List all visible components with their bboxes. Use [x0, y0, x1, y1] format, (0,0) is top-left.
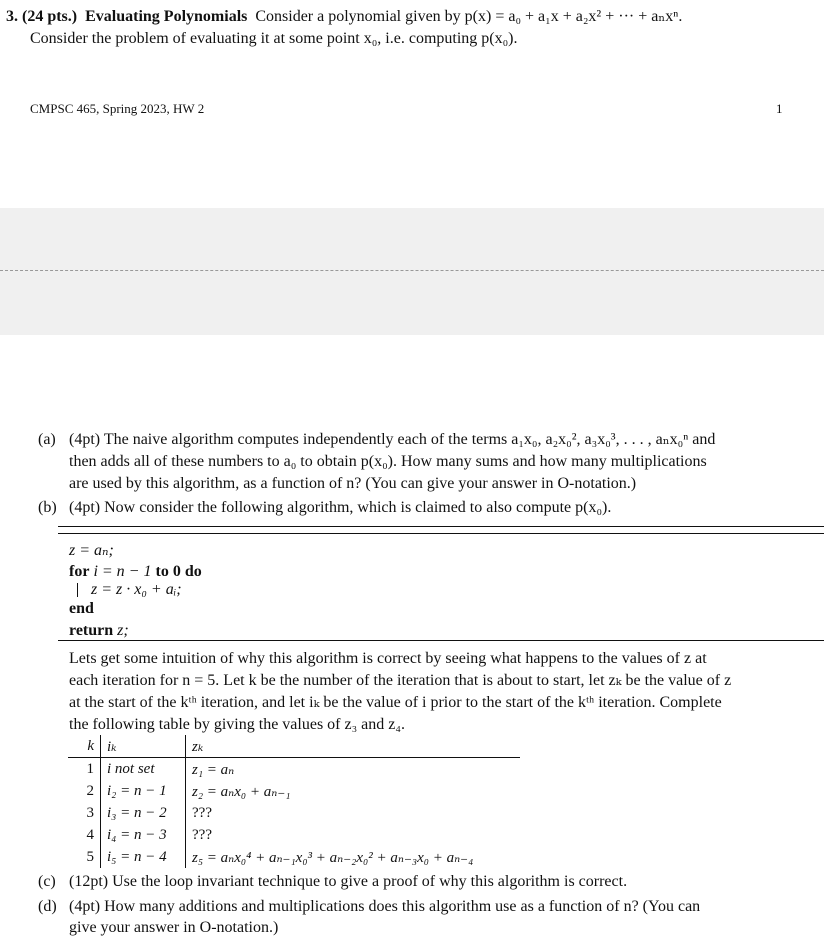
table-cell-ik: i₄ = n − 3: [101, 824, 186, 846]
algo-indent-bar: [77, 583, 78, 597]
intuition-line1: Lets get some intuition of why this algorithm is correct by seeing what happens to the values of z at: [69, 650, 707, 667]
part-c-label: (c): [38, 873, 56, 890]
table-row: [68, 802, 520, 824]
table-cell-ik: i not set: [101, 758, 186, 781]
algo-for-keyword: for: [69, 563, 90, 580]
algo-rule-top1: [58, 526, 824, 527]
table-header-ik: iₖ: [101, 735, 186, 758]
problem-number: 3.: [6, 8, 18, 25]
table-row: [68, 846, 520, 868]
table-header-k: k: [68, 735, 101, 758]
table-header-row: [68, 735, 520, 758]
table-header-zk: zₖ: [186, 735, 521, 758]
table-cell-zk: z₂ = aₙx₀ + aₙ₋₁: [192, 783, 291, 800]
algo-rule-top2: [58, 533, 824, 534]
course-header: CMPSC 465, Spring 2023, HW 2: [30, 101, 205, 116]
intuition-line2: each iteration for n = 5. Let k be the number of the iteration that is about to start, let zₖ be the value of z: [69, 672, 732, 689]
problem-title: Evaluating Polynomials: [85, 8, 248, 25]
table-cell-zk: z₅ = aₙx₀⁴ + aₙ₋₁x₀³ + aₙ₋₂x₀² + aₙ₋₃x₀ + aₙ₋₄: [192, 849, 474, 866]
table-cell-ik: i₂ = n − 1: [101, 780, 186, 802]
part-a-line1: (4pt) The naive algorithm computes independently each of the terms a₁x₀, a₂x₀², a₃x₀³, . . . , aₙx₀ⁿ and: [69, 431, 716, 448]
table-cell-zk: z₁ = aₙ: [192, 761, 235, 778]
part-a-line2: then adds all of these numbers to a₀ to obtain p(x₀). How many sums and how many multiplications: [69, 453, 707, 470]
table-cell-k: 5: [68, 846, 101, 868]
part-d-line2: give your answer in O-notation.): [69, 919, 279, 936]
intuition-line3: at the start of the kᵗʰ iteration, and let iₖ be the value of i prior to the start of the kᵗʰ iteration. Complete: [69, 694, 722, 711]
table-row: [68, 758, 520, 781]
part-a-label: (a): [38, 431, 56, 448]
problem-points: (24 pts.): [22, 8, 78, 25]
algo-line-body: z = z · x₀ + aᵢ;: [91, 581, 182, 598]
algo-for-range: i = n − 1: [89, 563, 156, 580]
intuition-line4: the following table by giving the values of z₃ and z₄.: [69, 716, 405, 733]
table-cell-k: 2: [68, 780, 101, 802]
problem-intro: Consider a polynomial given by p(x) = a₀ + a₁x + a₂x² + ··· + aₙxⁿ.: [255, 8, 683, 25]
table-row: [68, 780, 520, 802]
table-row: [68, 824, 520, 846]
algo-line-init: z = aₙ;: [69, 542, 114, 559]
algo-return-keyword: return: [69, 622, 114, 639]
page-number: 1: [776, 101, 783, 116]
algo-line-end: end: [69, 600, 94, 617]
part-b-label: (b): [38, 499, 57, 516]
algo-rule-bottom: [58, 640, 824, 641]
table-cell-k: 1: [68, 758, 101, 781]
table-cell-ik: i₃ = n − 2: [101, 802, 186, 824]
part-a-line3: are used by this algorithm, as a function of n? (You can give your answer in O-notation.): [69, 475, 637, 492]
iteration-table: [68, 735, 520, 868]
page-break-band: [0, 208, 824, 335]
part-d-label: (d): [38, 898, 57, 915]
table-cell-k: 3: [68, 802, 101, 824]
algo-return-value: z;: [113, 622, 129, 639]
table-cell-zk: ???: [192, 826, 212, 843]
part-b-line1: (4pt) Now consider the following algorithm, which is claimed to also compute p(x₀).: [69, 499, 612, 516]
table-cell-ik: i₅ = n − 4: [101, 846, 186, 868]
algo-to-keyword: to 0 do: [155, 563, 202, 580]
part-d-line1: (4pt) How many additions and multiplications does this algorithm use as a function of n? (You can: [69, 898, 701, 915]
algo-line-return: [69, 620, 129, 641]
table-cell-k: 4: [68, 824, 101, 846]
problem-line2: Consider the problem of evaluating it at some point x₀, i.e. computing p(x₀).: [30, 30, 518, 47]
table-cell-zk: ???: [192, 804, 212, 821]
problem-heading: [6, 6, 682, 27]
page-break-divider: [0, 270, 824, 271]
part-c-line1: (12pt) Use the loop invariant technique to give a proof of why this algorithm is correct.: [69, 873, 628, 890]
